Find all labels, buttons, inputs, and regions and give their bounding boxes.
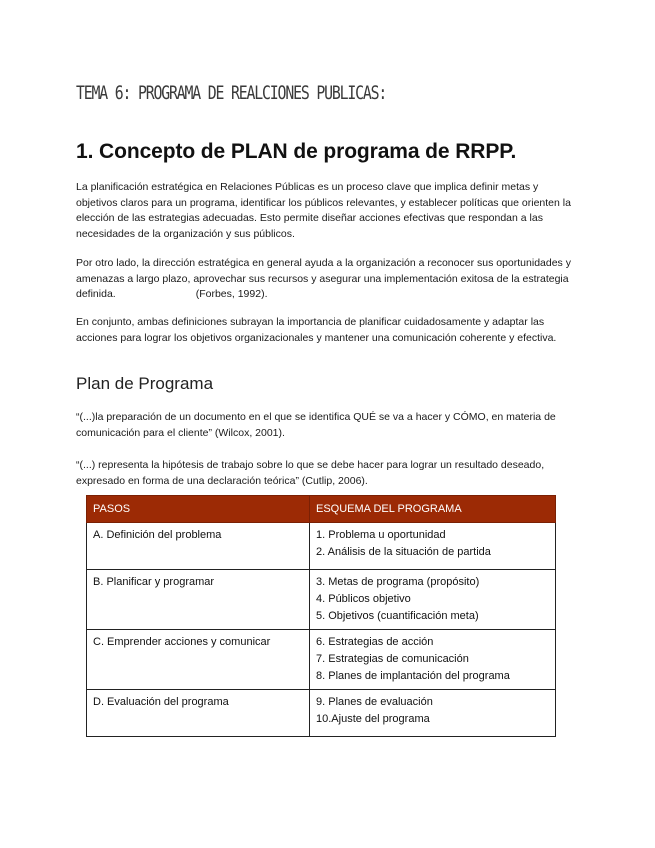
table-step-cell: D. Evaluación del programa bbox=[87, 690, 310, 737]
paragraph-2 bbox=[76, 256, 576, 303]
paragraph-2-text: Por otro lado, la dirección estratégica en general ayuda a la organización a reconocer sus oportunidades y amenazas a largo plazo, aprovechar sus recursos y asegurar una implementación exitosa de la estrategia definida. bbox=[76, 257, 571, 300]
table-row bbox=[87, 690, 556, 737]
paragraph-3: En conjunto, ambas definiciones subrayan la importancia de planificar cuidadosamente y adaptar las acciones para lograr los objetivos organizacionales y mantener una comunicación coherente y efectiva. bbox=[76, 316, 557, 344]
table-item: 4. Públicos objetivo bbox=[316, 593, 411, 605]
table-item: 5. Objetivos (cuantificación meta) bbox=[316, 610, 479, 622]
table-item: 7. Estrategias de comunicación bbox=[316, 653, 469, 665]
table-item: 6. Estrategias de acción bbox=[316, 636, 434, 648]
program-table bbox=[86, 495, 556, 737]
table-item: 8. Planes de implantación del programa bbox=[316, 670, 510, 682]
quote-2: “(...) representa la hipótesis de trabajo sobre lo que se debe hacer para lograr un resultado deseado, expresado en forma de una declaración teórica” (Cutlip, 2006). bbox=[76, 459, 545, 487]
table-row bbox=[87, 523, 556, 570]
table-item: 2. Análisis de la situación de partida bbox=[316, 546, 491, 558]
table-row bbox=[87, 570, 556, 630]
table-items-cell bbox=[310, 523, 556, 570]
table-step-cell: A. Definición del problema bbox=[87, 523, 310, 570]
table-item: 3. Metas de programa (propósito) bbox=[316, 576, 480, 588]
table-header-esquema: ESQUEMA DEL PROGRAMA bbox=[310, 496, 556, 523]
paragraph-2-citation: (Forbes, 1992). bbox=[195, 288, 268, 300]
quote-1: “(...)la preparación de un documento en el que se identifica QUÉ se va a hacer y CÓMO, en materia de comunicación para el cliente” (Wilcox, 2001). bbox=[76, 411, 556, 439]
table-items-cell bbox=[310, 570, 556, 630]
paragraph-1: La planificación estratégica en Relaciones Públicas es un proceso clave que implica definir metas y objetivos claros para un programa, identificar los públicos relevantes, y establecer políticas que orienten la elección de las estrategias adecuadas. Esto permite diseñar acciones efectivas que respondan a las necesidades de la organización y sus públicos. bbox=[76, 181, 571, 240]
table-item: 9. Planes de evaluación bbox=[316, 696, 433, 708]
table-step-cell: B. Planificar y programar bbox=[87, 570, 310, 630]
table-header-row bbox=[87, 496, 556, 523]
table-row bbox=[87, 630, 556, 690]
tema-title: TEMA 6: PROGRAMA DE REALCIONES PUBLICAS: bbox=[76, 82, 387, 104]
table-item: 10.Ajuste del programa bbox=[316, 713, 430, 725]
section-heading: 1. Concepto de PLAN de programa de RRPP. bbox=[76, 140, 517, 163]
table-items-cell bbox=[310, 690, 556, 737]
table-step-cell: C. Emprender acciones y comunicar bbox=[87, 630, 310, 690]
table-items-cell bbox=[310, 630, 556, 690]
table-header-pasos: PASOS bbox=[87, 496, 310, 523]
subheading: Plan de Programa bbox=[76, 374, 214, 393]
table-item: 1. Problema u oportunidad bbox=[316, 529, 446, 541]
